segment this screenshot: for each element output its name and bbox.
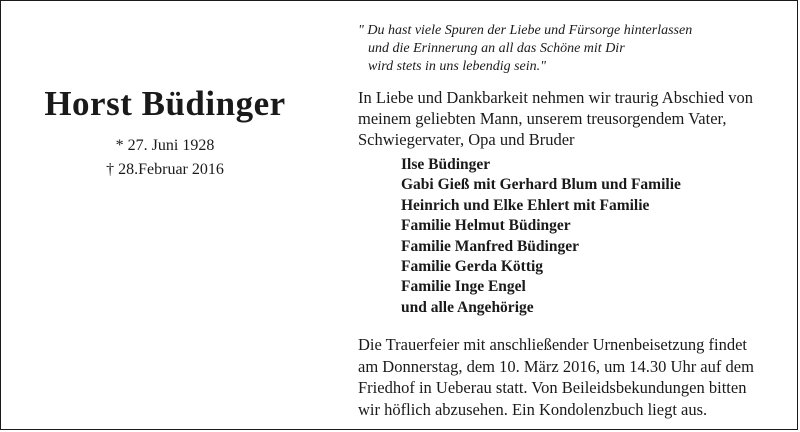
- funeral-info-line: Die Trauerfeier mit anschließender Urnenbeisetzung findet: [358, 335, 747, 354]
- farewell-text: [358, 87, 790, 150]
- mourner: Gabi Gieß mit Gerhard Blum und Familie: [401, 176, 681, 194]
- mourner: Heinrich und Elke Ehlert mit Familie: [401, 196, 650, 214]
- birth-date: * 27. Juni 1928: [115, 137, 215, 154]
- mourner: Familie Gerda Köttig: [401, 258, 544, 276]
- mourner: Ilse Büdinger: [401, 156, 491, 173]
- funeral-info: [358, 334, 790, 420]
- farewell-line: Schwiegervater, Opa und Bruder: [358, 130, 575, 149]
- quote-line: wird stets in uns lebendig sein.": [368, 59, 547, 74]
- farewell-line: In Liebe und Dankbarkeit nehmen wir traurig Abschied von: [358, 88, 753, 107]
- deceased-name: Horst Büdinger: [44, 84, 286, 123]
- mourner: Familie Manfred Büdinger: [401, 237, 579, 255]
- quote-line: und die Erinnerung an all das Schöne mit Dir: [368, 41, 625, 56]
- deceased-column: [0, 0, 330, 432]
- mourner: Familie Helmut Büdinger: [401, 217, 571, 235]
- mourners-list: [401, 155, 681, 318]
- mourner: und alle Angehörige: [401, 298, 534, 316]
- funeral-info-line: wir höflich abzusehen. Ein Kondolenzbuch liegt aus.: [358, 399, 708, 419]
- quote-line: " Du hast viele Spuren der Liebe und Fürsorge hinterlassen: [358, 23, 693, 38]
- death-date: † 28.Februar 2016: [106, 161, 224, 178]
- farewell-line: meinem geliebten Mann, unserem treusorgendem Vater,: [358, 109, 727, 128]
- funeral-info-line: am Donnerstag, dem 10. März 2016, um 14.30 Uhr auf dem: [358, 356, 754, 376]
- funeral-info-line: Friedhof in Ueberau statt. Von Beileidsbekundungen bitten: [358, 378, 747, 397]
- text-column: [358, 0, 790, 432]
- mourner: Familie Inge Engel: [401, 278, 526, 296]
- quote: [358, 22, 692, 76]
